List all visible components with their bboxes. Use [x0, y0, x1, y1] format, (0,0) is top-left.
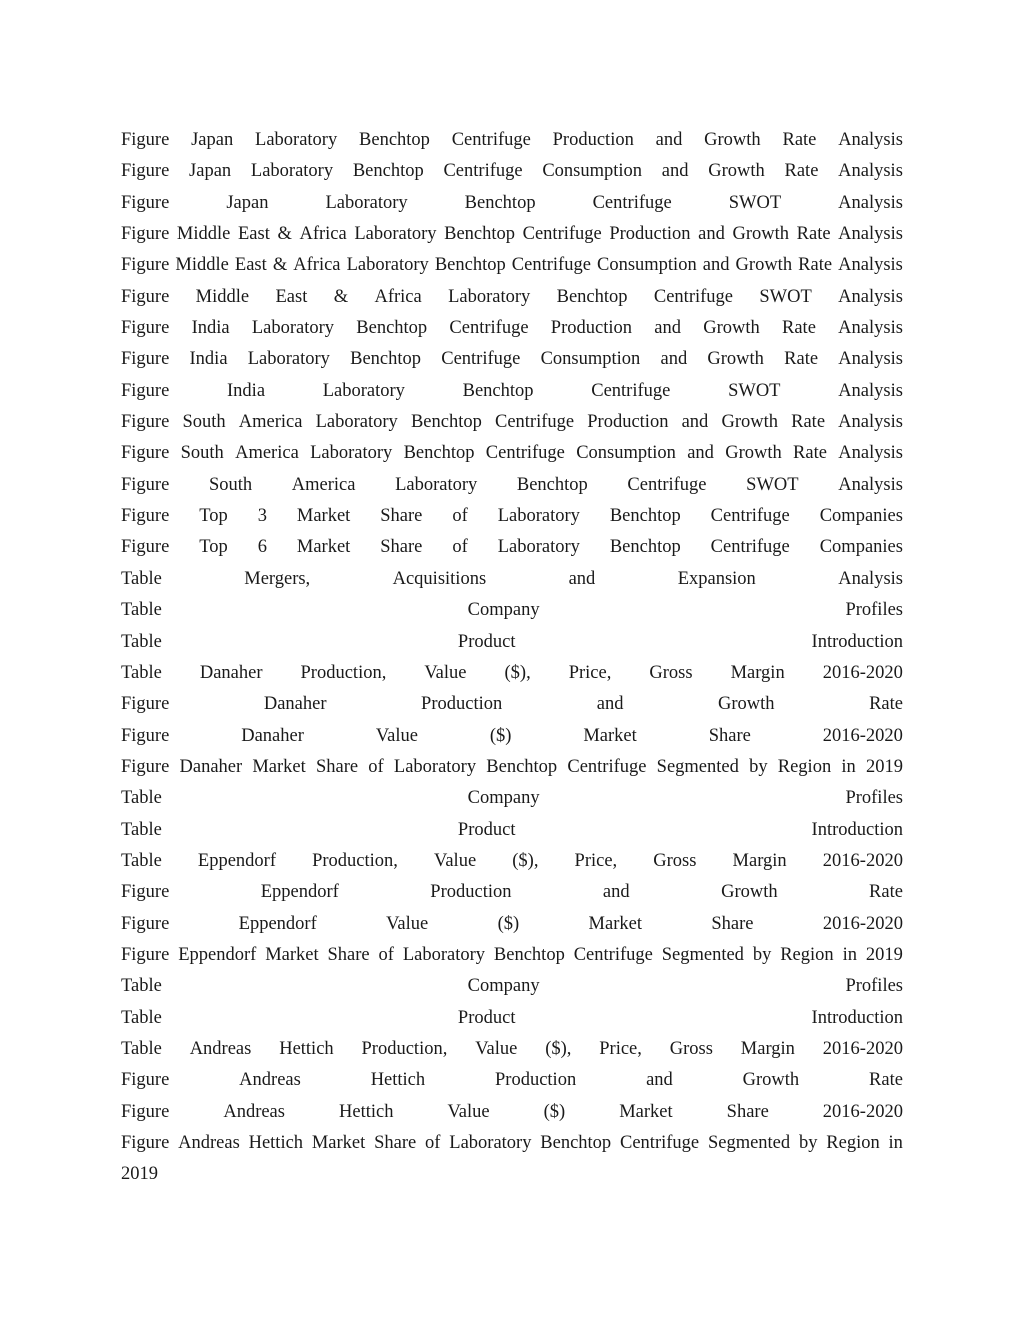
- list-item: Figure Top 6 Market Share of Laboratory Benchtop Centrifuge Companies: [121, 537, 903, 558]
- list-item: Table Danaher Production, Value ($), Price, Gross Margin 2016-2020: [121, 662, 903, 683]
- document-page: [121, 125, 903, 1191]
- list-item: Figure Danaher Market Share of Laboratory Benchtop Centrifuge Segmented by Region in 2019: [121, 756, 903, 777]
- list-item: Figure India Laboratory Benchtop Centrifuge SWOT Analysis: [121, 380, 903, 401]
- list-item: Figure Japan Laboratory Benchtop Centrifuge Consumption and Growth Rate Analysis: [121, 161, 903, 182]
- list-item: Figure Andreas Hettich Production and Growth Rate: [121, 1070, 903, 1091]
- list-item: Table Company Profiles: [121, 788, 903, 809]
- list-item: Figure Danaher Value ($) Market Share 2016-2020: [121, 725, 903, 746]
- list-item: Figure Andreas Hettich Value ($) Market Share 2016-2020: [121, 1101, 903, 1122]
- list-item: Table Product Introduction: [121, 819, 903, 840]
- list-item: Figure Middle East & Africa Laboratory Benchtop Centrifuge Consumption and Growth Rate Analysis: [121, 255, 903, 276]
- list-item: Figure Top 3 Market Share of Laboratory Benchtop Centrifuge Companies: [121, 506, 903, 527]
- list-item: Figure India Laboratory Benchtop Centrifuge Consumption and Growth Rate Analysis: [121, 349, 903, 370]
- list-item: Figure India Laboratory Benchtop Centrifuge Production and Growth Rate Analysis: [121, 318, 903, 339]
- list-item: Figure Middle East & Africa Laboratory Benchtop Centrifuge SWOT Analysis: [121, 286, 903, 307]
- list-item: Table Product Introduction: [121, 631, 903, 652]
- list-item: Table Product Introduction: [121, 1007, 903, 1028]
- list-item: Figure South America Laboratory Benchtop Centrifuge SWOT Analysis: [121, 474, 903, 495]
- list-item: Figure Eppendorf Value ($) Market Share 2016-2020: [121, 913, 903, 934]
- list-item: Figure Japan Laboratory Benchtop Centrifuge Production and Growth Rate Analysis: [121, 130, 903, 150]
- list-item: Figure South America Laboratory Benchtop Centrifuge Production and Growth Rate Analysis: [121, 412, 903, 433]
- list-item: Table Andreas Hettich Production, Value ($), Price, Gross Margin 2016-2020: [121, 1038, 903, 1059]
- list-item: Figure Danaher Production and Growth Rate: [121, 694, 903, 715]
- list-item: Figure Eppendorf Production and Growth Rate: [121, 882, 903, 903]
- list-item: Table Company Profiles: [121, 976, 903, 997]
- list-item: Figure Andreas Hettich Market Share of Laboratory Benchtop Centrifuge Segmented by Region in: [121, 1133, 903, 1153]
- list-item: Table Eppendorf Production, Value ($), Price, Gross Margin 2016-2020: [121, 850, 903, 871]
- list-item: Figure Japan Laboratory Benchtop Centrifuge SWOT Analysis: [121, 192, 903, 213]
- list-item: Figure Middle East & Africa Laboratory Benchtop Centrifuge Production and Growth Rate Analysis: [121, 224, 903, 245]
- list-item: Table Mergers, Acquisitions and Expansion Analysis: [121, 568, 903, 589]
- list-item: Figure South America Laboratory Benchtop Centrifuge Consumption and Growth Rate Analysis: [121, 443, 903, 464]
- list-item: 2019: [121, 1164, 158, 1185]
- list-item: Figure Eppendorf Market Share of Laboratory Benchtop Centrifuge Segmented by Region in 2019: [121, 944, 903, 965]
- list-item: Table Company Profiles: [121, 600, 903, 621]
